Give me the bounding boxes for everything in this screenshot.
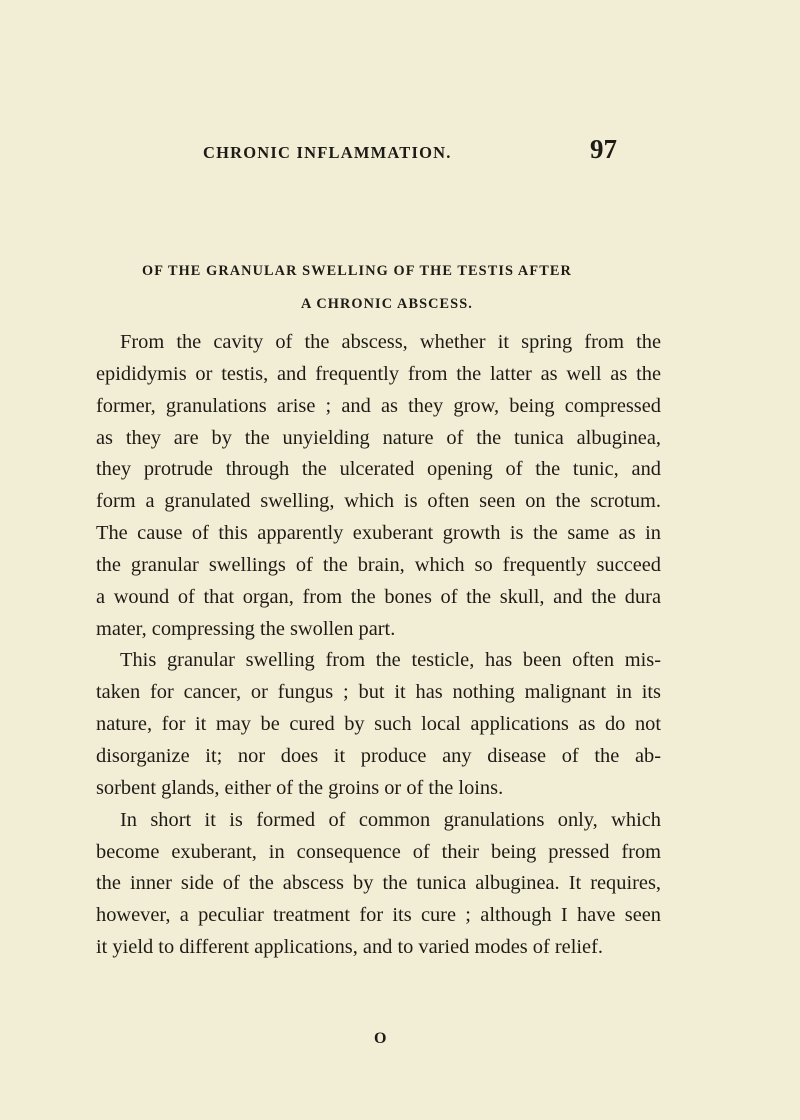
text-line: From the cavity of the abscess, whether it spring from the: [120, 331, 661, 353]
section-title-line: A CHRONIC ABSCESS.: [301, 296, 473, 312]
text-line: they protrude through the ulcerated opening of the tunic, and: [96, 458, 661, 481]
signature-mark: O: [374, 1030, 387, 1047]
text-line: This granular swelling from the testicle, has been often mis-: [120, 649, 661, 672]
section-title: [142, 255, 662, 321]
body-text: [96, 327, 661, 964]
text-line: a wound of that organ, from the bones of the skull, and the dura: [96, 585, 661, 608]
text-line: nature, for it may be cured by such local applications as do not: [96, 713, 661, 736]
text-line: sorbent glands, either of the groins or of the loins.: [96, 776, 504, 799]
text-line: the granular swellings of the brain, which so frequently succeed: [96, 553, 661, 576]
text-line: taken for cancer, or fungus ; but it has nothing malignant in its: [96, 681, 661, 704]
page-number: 97: [590, 134, 617, 164]
text-line: however, a peculiar treatment for its cure ; although I have seen: [96, 904, 661, 927]
text-line: it yield to different applications, and to varied modes of relief.: [96, 936, 603, 959]
text-line: become exuberant, in consequence of their being pressed from: [96, 840, 661, 863]
text-line: disorganize it; nor does it produce any disease of the ab-: [96, 744, 661, 767]
text-line: The cause of this apparently exuberant growth is the same as in: [96, 522, 661, 545]
text-line: as they are by the unyielding nature of the tunica albuginea,: [96, 426, 661, 449]
text-line: form a granulated swelling, which is often seen on the scrotum.: [96, 490, 661, 513]
text-line: In short it is formed of common granulations only, which: [120, 808, 661, 831]
running-head: CHRONIC INFLAMMATION.: [203, 143, 452, 162]
text-line: mater, compressing the swollen part.: [96, 617, 396, 640]
text-line: the inner side of the abscess by the tunica albuginea. It requires,: [96, 872, 661, 895]
text-line: former, granulations arise ; and as they grow, being compressed: [96, 394, 661, 417]
section-title-line: OF THE GRANULAR SWELLING OF THE TESTIS AFTER: [142, 263, 572, 279]
text-line: epididymis or testis, and frequently from the latter as well as the: [96, 362, 661, 385]
